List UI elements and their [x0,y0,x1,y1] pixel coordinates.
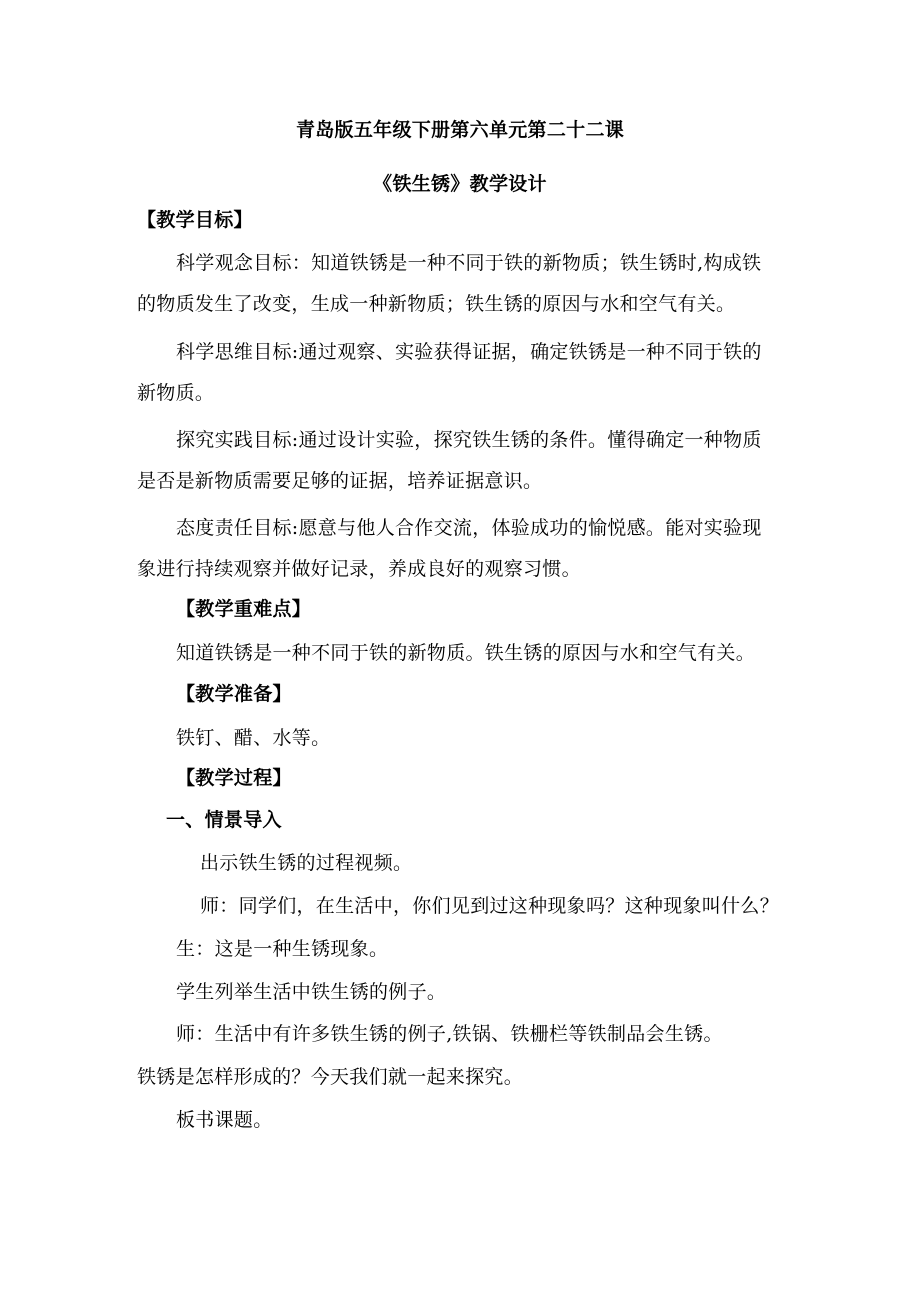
process-p5-line2: 铁锈是怎样形成的？今天我们就一起来探究。 [137,1066,524,1088]
goal4-line1: 态度责任目标:愿意与他人合作交流，体验成功的愉悦感。能对实验现 [176,517,762,539]
section-1-title: 一、情景导入 [166,809,282,831]
process-p2: 师：同学们，在生活中，你们见到过这种现象吗？这种现象叫什么？ [200,895,780,917]
goal2-line2: 新物质。 [137,382,215,404]
goal4-line2: 象进行持续观察并做好记录，养成良好的观察习惯。 [137,558,581,580]
goal3-line1: 探究实践目标:通过设计实验，探究铁生锈的条件。懂得确定一种物质 [176,429,762,451]
process-p3: 生：这是一种生锈现象。 [176,938,389,960]
heading-teaching-goals: 【教学目标】 [137,209,253,231]
heading-preparation: 【教学准备】 [176,683,292,705]
key-points-text: 知道铁锈是一种不同于铁的新物质。铁生锈的原因与水和空气有关。 [176,642,756,664]
goal1-line1: 科学观念目标：知道铁锈是一种不同于铁的新物质；铁生锈时,构成铁 [176,252,762,274]
document-title-line2: 《铁生锈》教学设计 [373,173,547,195]
heading-process: 【教学过程】 [176,767,292,789]
preparation-text: 铁钉、醋、水等。 [176,727,331,749]
process-p6: 板书课题。 [176,1109,273,1131]
process-p5-line1: 师：生活中有许多铁生锈的例子,铁锅、铁栅栏等铁制品会生锈。 [176,1023,723,1045]
heading-key-points: 【教学重难点】 [176,598,312,620]
process-p4: 学生列举生活中铁生锈的例子。 [176,981,447,1003]
document-title-line1: 青岛版五年级下册第六单元第二十二课 [295,119,625,141]
goal1-line2: 的物质发生了改变，生成一种新物质；铁生锈的原因与水和空气有关。 [137,293,736,315]
goal3-line2: 是否是新物质需要足够的证据，培养证据意识。 [137,470,543,492]
goal2-line1: 科学思维目标:通过观察、实验获得证据，确定铁锈是一种不同于铁的 [176,341,762,363]
process-p1: 出示铁生锈的过程视频。 [200,852,413,874]
